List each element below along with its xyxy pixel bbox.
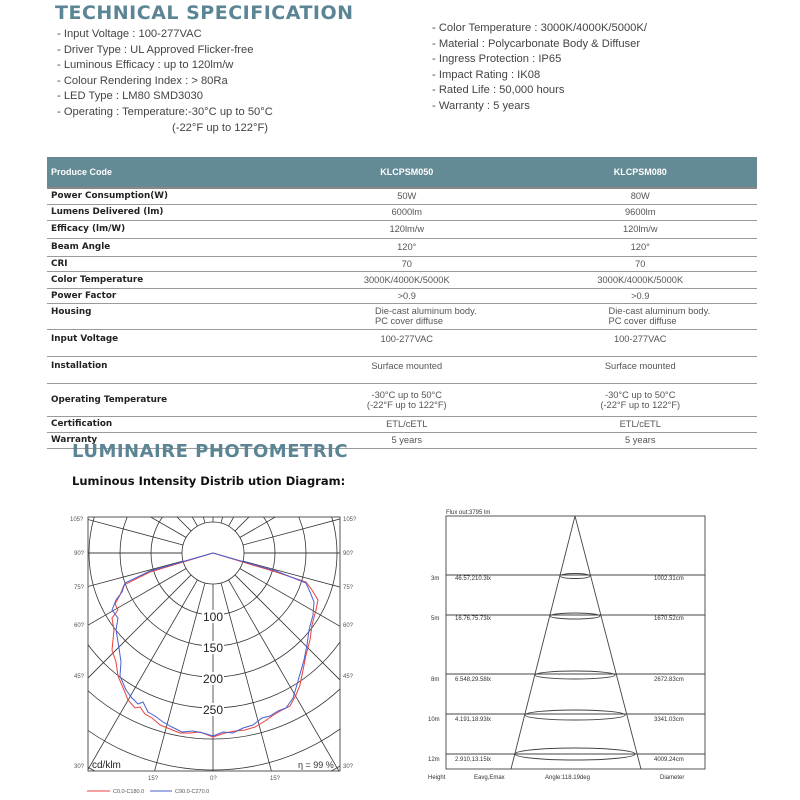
spec-item: - Colour Rendering Index : > 80Ra <box>57 74 228 87</box>
cell: 120lm/w <box>290 220 524 238</box>
legend-label: C0.0-C180.0 <box>113 789 145 795</box>
angle-label: 60? <box>343 623 354 629</box>
spec-item: - Warranty : 5 years <box>432 99 530 112</box>
radial-tick-label: 200 <box>202 672 224 686</box>
angle-label: 105? <box>343 517 357 523</box>
row-label: Efficacy (lm/W) <box>47 220 290 238</box>
diameter-label: 1670.52cm <box>654 616 684 622</box>
legend-label: C90.0-C270.0 <box>175 789 210 795</box>
column-label: Angle:118.19deg <box>545 775 590 781</box>
cell: 120° <box>524 238 758 256</box>
cell: 9600lm <box>524 204 758 220</box>
diameter-label: 4009.24cm <box>654 757 684 763</box>
row-label: Beam Angle <box>47 238 290 256</box>
radial-tick-label: 250 <box>202 703 224 717</box>
angle-label: 75? <box>74 585 85 591</box>
row-label: CRI <box>47 256 290 271</box>
cell-line: (-22°F up to 122°F) <box>600 399 681 410</box>
spec-item: - Luminous Efficacy : up to 120lm/w <box>57 59 234 72</box>
photometric-title: LUMINAIRE PHOTOMETRIC <box>72 441 349 462</box>
cell: >0.9 <box>524 288 758 303</box>
cell: 6000lm <box>290 204 524 220</box>
header-cell: Produce Code <box>47 157 290 188</box>
eavg-label: 46.57,210.3lx <box>455 576 492 582</box>
cell-line: PC cover diffuse <box>375 316 444 326</box>
cell: Surface mounted <box>524 356 758 383</box>
spec-item: - Operating : Temperature:-30°C up to 50°C <box>57 105 273 118</box>
diameter-label: 3341.03cm <box>654 717 684 723</box>
diameter-label: 2672.83cm <box>654 677 684 683</box>
spec-item: - Color Temperature : 3000K/4000K/5000K/ <box>432 22 647 34</box>
row-label: Warranty <box>47 432 290 448</box>
row-label: Color Temperature <box>47 271 290 288</box>
cell-line: (-22°F up to 122°F) <box>366 399 447 410</box>
angle-label: 105? <box>70 517 84 523</box>
column-label: Diameter <box>660 775 685 781</box>
angle-label: 60? <box>74 623 85 629</box>
eavg-label: 6.548,29.58lx <box>455 677 492 683</box>
angle-label: 90? <box>74 551 85 557</box>
spec-item: - LED Type : LM80 SMD3030 <box>57 90 203 103</box>
row-label: Power Factor <box>47 288 290 303</box>
spec-item: - Input Voltage : 100-277VAC <box>57 28 202 40</box>
cell: 120° <box>290 238 524 256</box>
angle-label: 15? <box>148 776 159 782</box>
cell: 3000K/4000K/5000K <box>290 271 524 288</box>
angle-label: 90? <box>343 551 354 557</box>
cell-line: Die-cast aluminum body. <box>608 306 711 316</box>
angle-label: 45? <box>343 674 354 680</box>
cell: 100-277VAC <box>290 329 524 356</box>
height-label: 12m <box>428 757 440 763</box>
cell: 70 <box>290 256 524 271</box>
spec-item: - Driver Type : UL Approved Flicker-free <box>57 43 254 56</box>
angle-label: 75? <box>343 585 354 591</box>
cell: ETL/cETL <box>524 416 758 432</box>
angle-label: 15? <box>270 776 281 782</box>
row-label: Installation <box>47 356 290 383</box>
spec-item: (-22°F up to 122°F) <box>57 121 269 134</box>
height-label: 10m <box>428 717 440 723</box>
row-label: Power Consumption(W) <box>47 188 290 204</box>
column-label: Eavg,Emax <box>474 775 505 781</box>
radial-tick-label: 100 <box>202 610 224 624</box>
efficiency-label: η = 99 % <box>298 760 334 770</box>
column-label: Height <box>428 775 446 781</box>
eavg-label: 4.191,18.93lx <box>455 717 492 723</box>
cell-line: -30°C up to 50°C <box>371 389 442 400</box>
photometric-subtitle: Luminous Intensity Distrib ution Diagram: <box>72 474 346 488</box>
row-label: Input Voltage <box>47 329 290 356</box>
row-label: Operating Temperature <box>47 383 290 416</box>
radial-tick-label: 150 <box>202 641 224 655</box>
angle-label: 45? <box>74 674 85 680</box>
technical-spec-title: TECHNICAL SPECIFICATION <box>55 2 354 24</box>
eavg-label: 16.76,75.73lx <box>455 616 492 622</box>
cell: ETL/cETL <box>290 416 524 432</box>
cell: >0.9 <box>290 288 524 303</box>
spec-item: - Ingress Protection : IP65 <box>432 53 562 66</box>
height-label: 3m <box>431 576 440 582</box>
row-label: Certification <box>47 416 290 432</box>
illuminance-cone-chart <box>400 0 800 800</box>
cell: Surface mounted <box>290 356 524 383</box>
cell: 80W <box>524 188 758 204</box>
diameter-label: 1002.31cm <box>654 576 684 582</box>
cell: 5 years <box>524 432 758 448</box>
header-cell: KLCPSM050 <box>290 157 524 188</box>
cell-line: PC cover diffuse <box>608 316 677 326</box>
spec-item: - Rated Life : 50,000 hours <box>432 84 565 97</box>
height-label: 5m <box>431 616 440 622</box>
spec-item: - Impact Rating : IK08 <box>432 68 541 81</box>
flux-label: Flux out:3795 lm <box>446 510 491 516</box>
unit-label: cd/klm <box>92 760 121 771</box>
eavg-label: 2.910,13.15lx <box>455 757 492 763</box>
height-label: 8m <box>431 677 440 683</box>
cell: 3000K/4000K/5000K <box>524 271 758 288</box>
cell-line: -30°C up to 50°C <box>605 389 676 400</box>
spec-item: - Material : Polycarbonate Body & Diffuser <box>432 37 641 50</box>
cell-line: Die-cast aluminum body. <box>375 306 477 316</box>
cell: 5 years <box>290 432 524 448</box>
cell: 120lm/w <box>524 220 758 238</box>
angle-label: 0? <box>210 776 217 782</box>
header-cell: KLCPSM080 <box>524 157 758 188</box>
cell: 70 <box>524 256 758 271</box>
cell: 50W <box>290 188 524 204</box>
row-label: Housing <box>47 303 290 329</box>
angle-label: 30? <box>343 764 354 770</box>
row-label: Lumens Delivered (lm) <box>47 204 290 220</box>
cell: 100-277VAC <box>524 329 758 356</box>
angle-label: 30? <box>74 764 85 770</box>
